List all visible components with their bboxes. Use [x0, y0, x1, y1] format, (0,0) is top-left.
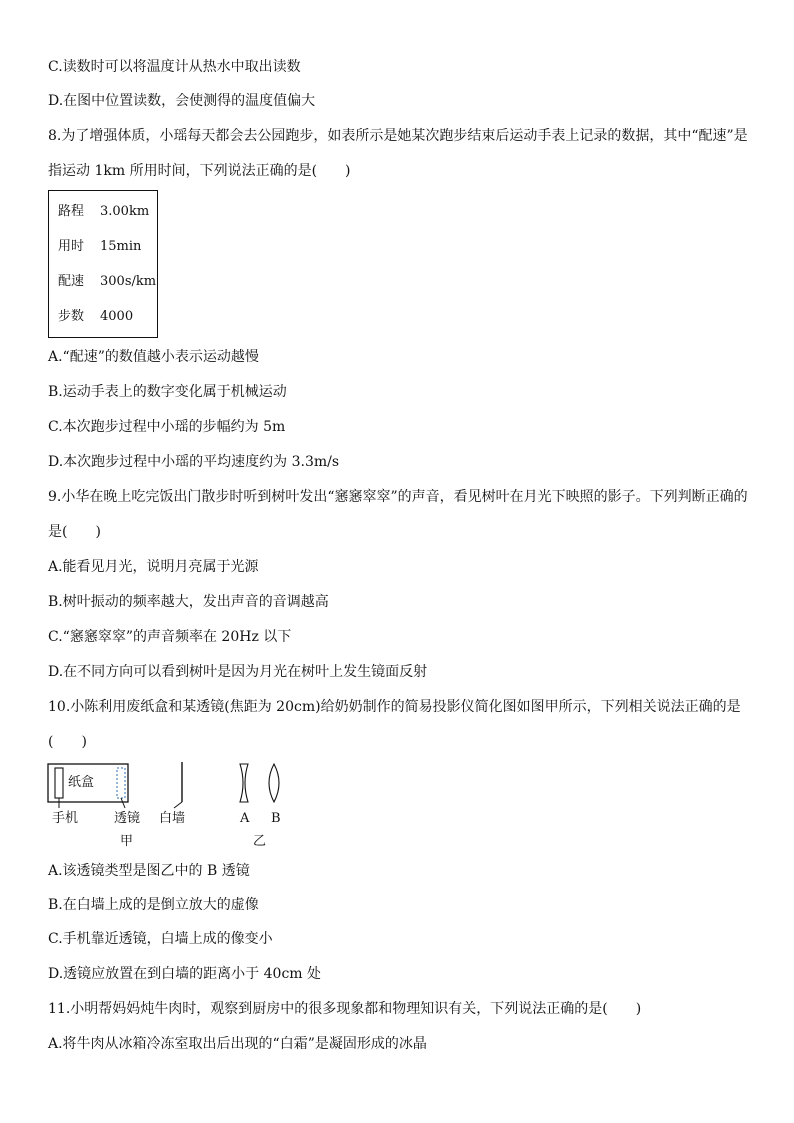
paper-box-label: 纸盒	[68, 775, 95, 790]
watch-row-label: 步数	[58, 309, 85, 324]
option-9c: C.“窸窸窣窣”的声音频率在 20Hz 以下	[48, 629, 292, 645]
option-10b: B.在白墙上成的是倒立放大的虚像	[48, 897, 259, 913]
figure-yi-caption: 乙	[253, 834, 267, 849]
projector-diagram	[46, 758, 306, 853]
watch-row-value: 3.00km	[100, 204, 150, 219]
option-9a: A.能看见月光，说明月亮属于光源	[48, 559, 259, 575]
projector-figure	[46, 758, 306, 853]
lens-leader-line	[121, 798, 125, 808]
option-9b: B.树叶振动的频率越大，发出声音的音调越高	[48, 594, 329, 610]
question-10-line-2: ( )	[48, 734, 87, 750]
question-9-line-1: 9.小华在晚上吃完饭出门散步时听到树叶发出“窸窸窣窣”的声音，看见树叶在月光下映照的影子。下列判断正确的	[48, 489, 748, 505]
concave-lens-a	[240, 764, 248, 802]
option-11a: A.将牛肉从冰箱冷冻室取出后出现的“白霜”是凝固形成的冰晶	[48, 1036, 427, 1052]
option-8c: C.本次跑步过程中小瑶的步幅约为 5m	[48, 419, 286, 435]
phone-shape	[55, 768, 63, 798]
figure-jia-caption: 甲	[120, 834, 134, 849]
question-11-line-1: 11.小明帮妈妈炖牛肉时，观察到厨房中的很多现象都和物理知识有关，下列说法正确的是( )	[48, 1001, 642, 1017]
option-10c: C.手机靠近透镜，白墙上成的像变小	[48, 931, 273, 947]
option-8d: D.本次跑步过程中小瑶的平均速度约为 3.3m/s	[48, 454, 340, 470]
question-8-line-1: 8.为了增强体质，小瑶每天都会去公园跑步，如表所示是她某次跑步结束后运动手表上记录的数据，其中“配速”是	[48, 128, 748, 144]
lens-b-label: B	[271, 811, 281, 826]
phone-label: 手机	[52, 811, 79, 826]
watch-row-label: 配速	[58, 274, 85, 289]
watch-row-value: 300s/km	[100, 274, 157, 289]
option-10a: A.该透镜类型是图乙中的 B 透镜	[48, 863, 250, 879]
question-8-line-2: 指运动 1km 所用时间，下列说法正确的是( )	[48, 163, 351, 179]
watch-row-time	[58, 238, 141, 256]
watch-row-steps	[58, 308, 133, 326]
watch-row-label: 用时	[58, 239, 85, 254]
option-7c: C.读数时可以将温度计从热水中取出读数	[48, 59, 301, 75]
lens-dashed-shape	[117, 768, 125, 798]
watch-row-label: 路程	[58, 204, 85, 219]
question-9-line-2: 是( )	[48, 524, 101, 540]
option-8b: B.运动手表上的数字变化属于机械运动	[48, 384, 287, 400]
question-10-line-1: 10.小陈利用废纸盒和某透镜(焦距为 20cm)给奶奶制作的简易投影仪简化图如图甲所示，下列相关说法正确的是	[48, 699, 741, 715]
lens-a-label: A	[240, 811, 250, 826]
wall-label: 白墙	[159, 811, 186, 826]
lens-label: 透镜	[114, 811, 141, 826]
watch-row-pace	[58, 273, 156, 291]
option-7d: D.在图中位置读数，会使测得的温度值偏大	[48, 93, 316, 109]
convex-lens-b	[269, 764, 279, 802]
watch-row-value: 15min	[100, 239, 142, 254]
wall-leader-line	[174, 802, 182, 808]
option-10d: D.透镜应放置在到白墙的距离小于 40cm 处	[48, 966, 322, 982]
option-8a: A.“配速”的数值越小表示运动越慢	[48, 349, 259, 365]
watch-data-table	[48, 190, 158, 338]
watch-row-value: 4000	[100, 309, 134, 324]
watch-row-distance	[58, 203, 149, 221]
option-9d: D.在不同方向可以看到树叶是因为月光在树叶上发生镜面反射	[48, 664, 428, 680]
